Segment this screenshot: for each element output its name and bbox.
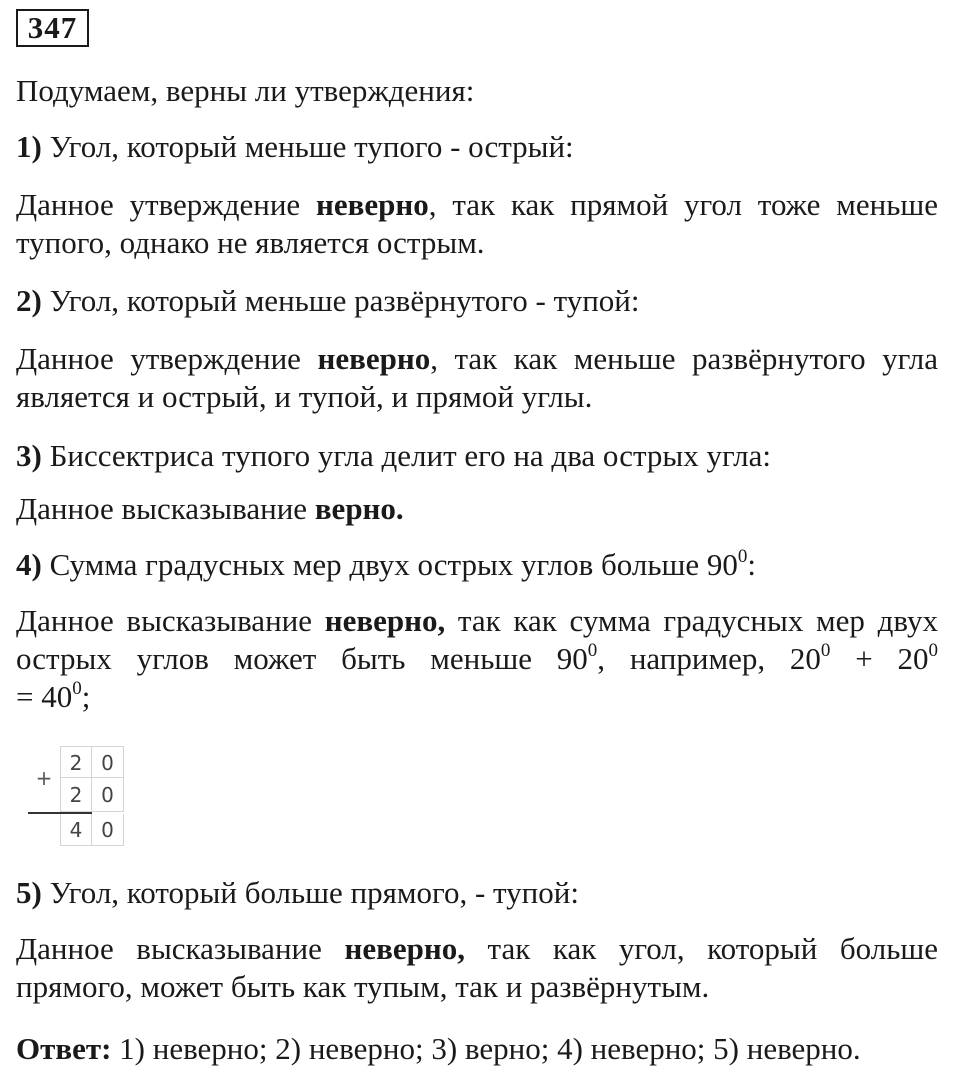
plus-sign: + bbox=[35, 766, 53, 790]
statement-number: 3) bbox=[16, 438, 42, 473]
statement-4 bbox=[16, 546, 938, 584]
degree-sup: 0 bbox=[72, 677, 82, 699]
statement-2 bbox=[16, 282, 938, 320]
verdict-3 bbox=[16, 490, 938, 528]
statement-text: Угол, который меньше тупого - острый: bbox=[41, 129, 574, 164]
statement-end: : bbox=[747, 547, 757, 582]
statement-number: 1) bbox=[16, 129, 42, 164]
verdict-explanation: так как угол, который больше прямого, может быть как тупым, так и развёрнутым. bbox=[16, 931, 938, 1004]
degree-sup: 0 bbox=[928, 639, 939, 661]
statement-text: Угол, который меньше развёрнутого - тупой: bbox=[41, 283, 640, 318]
verdict-prefix: Данное высказывание bbox=[16, 491, 315, 526]
digit-cell: 2 bbox=[60, 746, 92, 778]
verdict-4 bbox=[16, 602, 938, 678]
verdict-explanation: , например, 20 bbox=[597, 641, 821, 676]
digit-cell: 4 bbox=[60, 814, 92, 846]
verdict-4-end bbox=[16, 678, 938, 716]
verdict-explanation: так как сумма градусных мер двух острых углов может быть меньше 90 bbox=[16, 603, 938, 676]
verdict-1 bbox=[16, 186, 938, 262]
verdict-prefix: Данное высказывание bbox=[16, 931, 345, 966]
statement-text: Угол, который больше прямого, - тупой: bbox=[41, 875, 579, 910]
statement-number: 2) bbox=[16, 283, 42, 318]
statement-number: 5) bbox=[16, 875, 42, 910]
verdict-explanation: , так как прямой угол тоже меньше тупого, однако не является острым. bbox=[16, 187, 938, 260]
verdict-prefix: Данное высказывание bbox=[16, 603, 325, 638]
degree-sup: 0 bbox=[737, 545, 748, 567]
verdict-explanation: + 20 bbox=[830, 641, 929, 676]
statement-text: Биссектриса тупого угла делит его на два острых угла: bbox=[41, 438, 771, 473]
verdict-2 bbox=[16, 340, 938, 416]
verdict-word: верно. bbox=[314, 491, 404, 526]
digit-cell: 0 bbox=[92, 746, 124, 778]
digit-cell: 0 bbox=[92, 814, 124, 846]
verdict-prefix: Данное утверждение bbox=[16, 187, 317, 222]
answer-text: 1) неверно; 2) неверно; 3) верно; 4) неверно; 5) неверно. bbox=[111, 1031, 861, 1066]
verdict-5 bbox=[16, 930, 938, 1006]
verdict-word: неверно, bbox=[324, 603, 446, 638]
statement-text: Сумма градусных мер двух острых углов больше 90 bbox=[41, 547, 738, 582]
task-number: 347 bbox=[16, 9, 89, 47]
degree-sup: 0 bbox=[587, 639, 598, 661]
answer-line bbox=[16, 1030, 938, 1068]
verdict-explanation: , так как меньше развёрнутого угла является и острый, и тупой, и прямой углы. bbox=[16, 341, 938, 414]
statement-3 bbox=[16, 437, 938, 475]
verdict-word: неверно, bbox=[344, 931, 465, 966]
column-addition bbox=[28, 746, 124, 846]
intro-text: Подумаем, верны ли утверждения: bbox=[16, 73, 475, 108]
digit-cell: 2 bbox=[60, 778, 92, 812]
verdict-explanation: = 40 bbox=[16, 679, 73, 714]
statement-5 bbox=[16, 874, 938, 912]
degree-sup: 0 bbox=[820, 639, 831, 661]
statement-number: 4) bbox=[16, 547, 42, 582]
verdict-explanation: ; bbox=[81, 679, 91, 714]
verdict-word: неверно bbox=[316, 187, 429, 222]
verdict-prefix: Данное утверждение bbox=[16, 341, 318, 376]
answer-label: Ответ: bbox=[16, 1031, 112, 1066]
statement-1 bbox=[16, 128, 938, 166]
digit-cell: 0 bbox=[92, 778, 124, 812]
verdict-word: неверно bbox=[317, 341, 431, 376]
